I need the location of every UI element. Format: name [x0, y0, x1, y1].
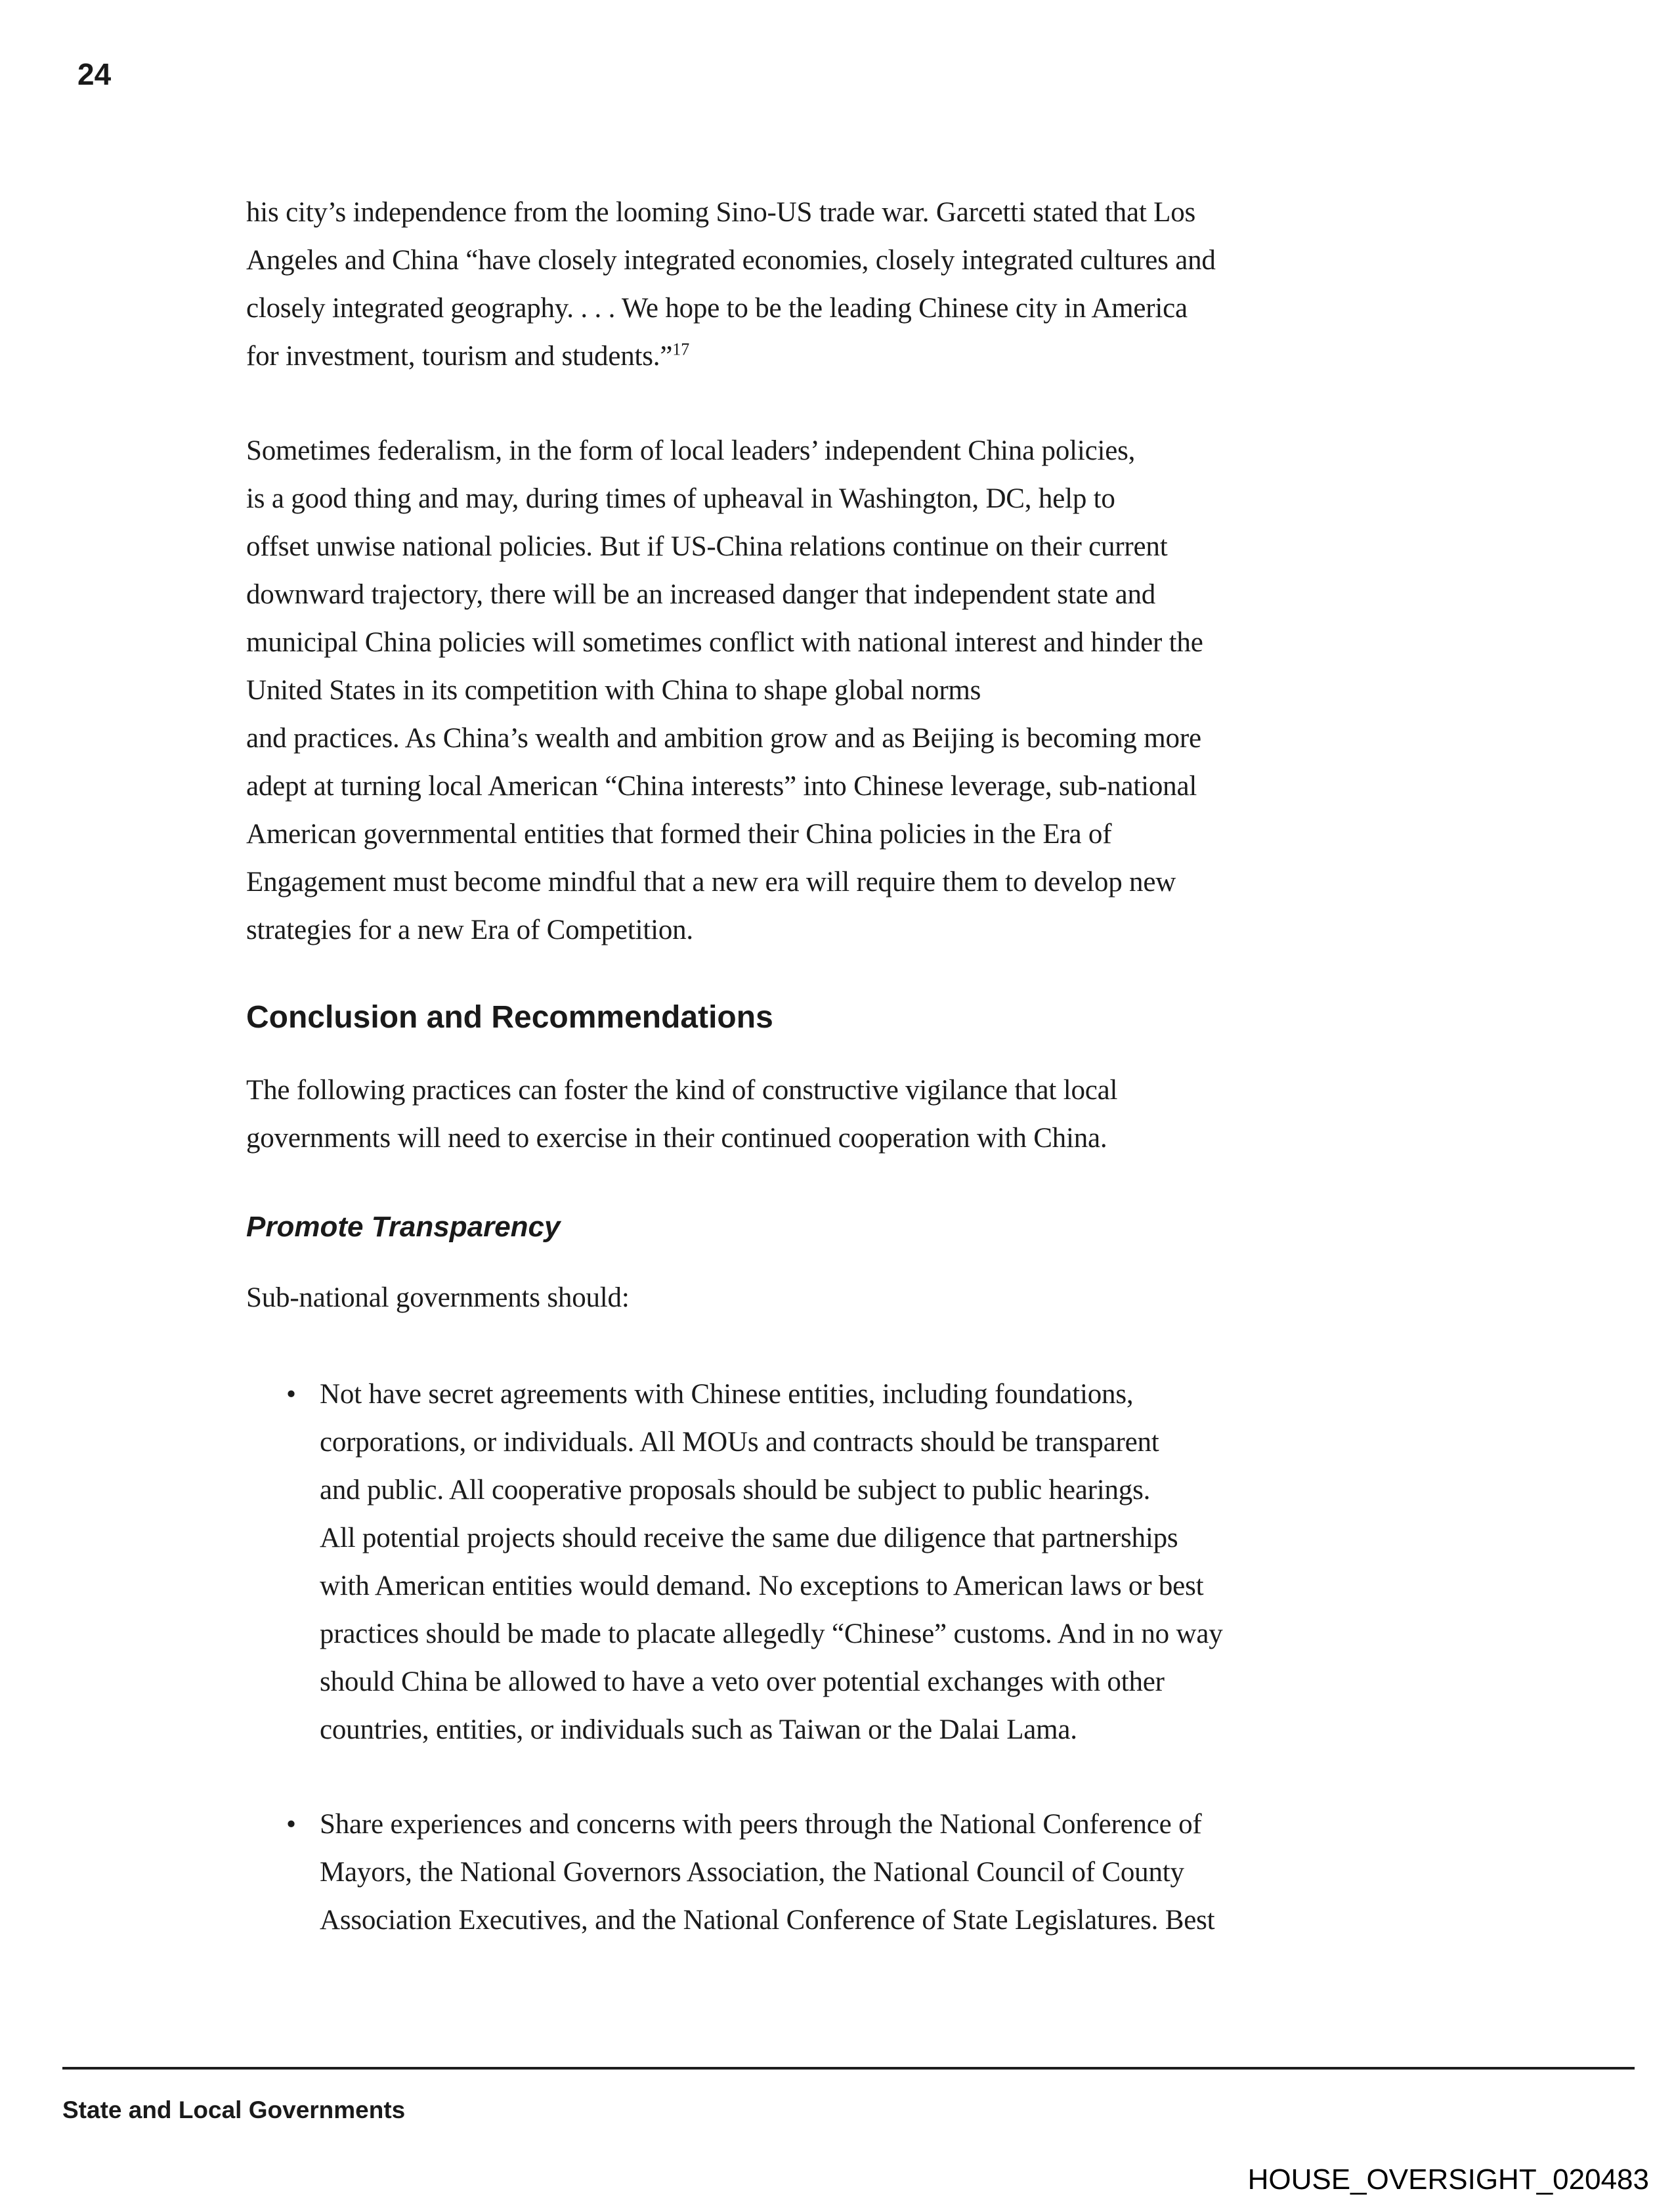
- text-line: All potential projects should receive the same due diligence that partnerships: [320, 1523, 1178, 1553]
- page-number: 24: [77, 57, 112, 91]
- bullet-item: [286, 1800, 1214, 1944]
- bullet-icon: •: [286, 1809, 296, 1840]
- text-line: with American entities would demand. No exceptions to American laws or best: [320, 1571, 1204, 1601]
- bullet-item: [286, 1370, 1223, 1754]
- text-line: Engagement must become mindful that a new era will require them to develop new: [246, 867, 1176, 898]
- text-line: municipal China policies will sometimes conflict with national interest and hinder the: [246, 627, 1203, 658]
- footer-section-label: State and Local Governments: [62, 2096, 406, 2123]
- text-line: practices should be made to placate allegedly “Chinese” customs. And in no way: [320, 1618, 1223, 1649]
- bullet-text: [320, 1370, 1223, 1754]
- text-line: offset unwise national policies. But if US-China relations continue on their current: [246, 531, 1168, 562]
- bullet-icon: •: [286, 1379, 296, 1410]
- paragraph-continued: [246, 188, 1216, 380]
- bates-number: HOUSE_OVERSIGHT_020483: [1247, 2163, 1649, 2196]
- text-line: Sometimes federalism, in the form of local leaders’ independent China policies,: [246, 435, 1136, 466]
- section-heading: Conclusion and Recommendations: [246, 1000, 773, 1035]
- text-segment: for investment, tourism and students.”: [246, 341, 673, 372]
- sub-heading-promote-transparency: Promote Transparency: [246, 1211, 561, 1243]
- text-line: and public. All cooperative proposals should be subject to public hearings.: [320, 1475, 1151, 1506]
- text-line: corporations, or individuals. All MOUs and contracts should be transparent: [320, 1427, 1159, 1458]
- text-line: adept at turning local American “China interests” into Chinese leverage, sub-national: [246, 771, 1197, 802]
- bullet-list: [286, 1370, 1223, 1754]
- bullet-text: [320, 1800, 1214, 1944]
- bullet-list: [286, 1800, 1214, 1944]
- text-line: is a good thing and may, during times of upheaval in Washington, DC, help to: [246, 483, 1115, 514]
- text-line: should China be allowed to have a veto over potential exchanges with other: [320, 1666, 1165, 1697]
- text-line: strategies for a new Era of Competition.: [246, 915, 693, 945]
- text-line: Association Executives, and the National Conference of State Legislatures. Best: [320, 1905, 1215, 1936]
- text-line: Share experiences and concerns with peers through the National Conference of: [320, 1809, 1202, 1840]
- paragraph-lines: [246, 1066, 1117, 1162]
- text-line: closely integrated geography. . . . We hope to be the leading Chinese city in America: [246, 293, 1188, 324]
- footer-divider: [62, 2067, 1635, 2070]
- text-line: Mayors, the National Governors Association, the National Council of County: [320, 1857, 1184, 1888]
- text-line: and practices. As China’s wealth and ambition grow and as Beijing is becoming more: [246, 723, 1201, 754]
- text-line: The following practices can foster the kind of constructive vigilance that local: [246, 1075, 1118, 1106]
- paragraph-intro: [246, 1066, 1117, 1162]
- paragraph-federalism: [246, 427, 1203, 954]
- paragraph-lines: [246, 427, 1203, 954]
- text-line: American governmental entities that formed their China policies in the Era of: [246, 819, 1112, 850]
- text-line: Sub-national governments should:: [246, 1282, 630, 1313]
- text-line: countries, entities, or individuals such as Taiwan or the Dalai Lama.: [320, 1714, 1077, 1745]
- text-line: United States in its competition with China to shape global norms: [246, 675, 981, 706]
- footnote-ref: 17: [672, 339, 690, 359]
- text-line: his city’s independence from the looming Sino-US trade war. Garcetti stated that Los: [246, 197, 1196, 228]
- text-line: governments will need to exercise in their continued cooperation with China.: [246, 1123, 1107, 1154]
- text-line: Angeles and China “have closely integrated economies, closely integrated cultures and: [246, 245, 1216, 276]
- paragraph-lines: [246, 188, 1216, 332]
- text-line: downward trajectory, there will be an increased danger that independent state and: [246, 579, 1156, 610]
- text-line: [246, 332, 1216, 380]
- text-line: Not have secret agreements with Chinese entities, including foundations,: [320, 1379, 1134, 1410]
- lead-in-line: [246, 1274, 630, 1322]
